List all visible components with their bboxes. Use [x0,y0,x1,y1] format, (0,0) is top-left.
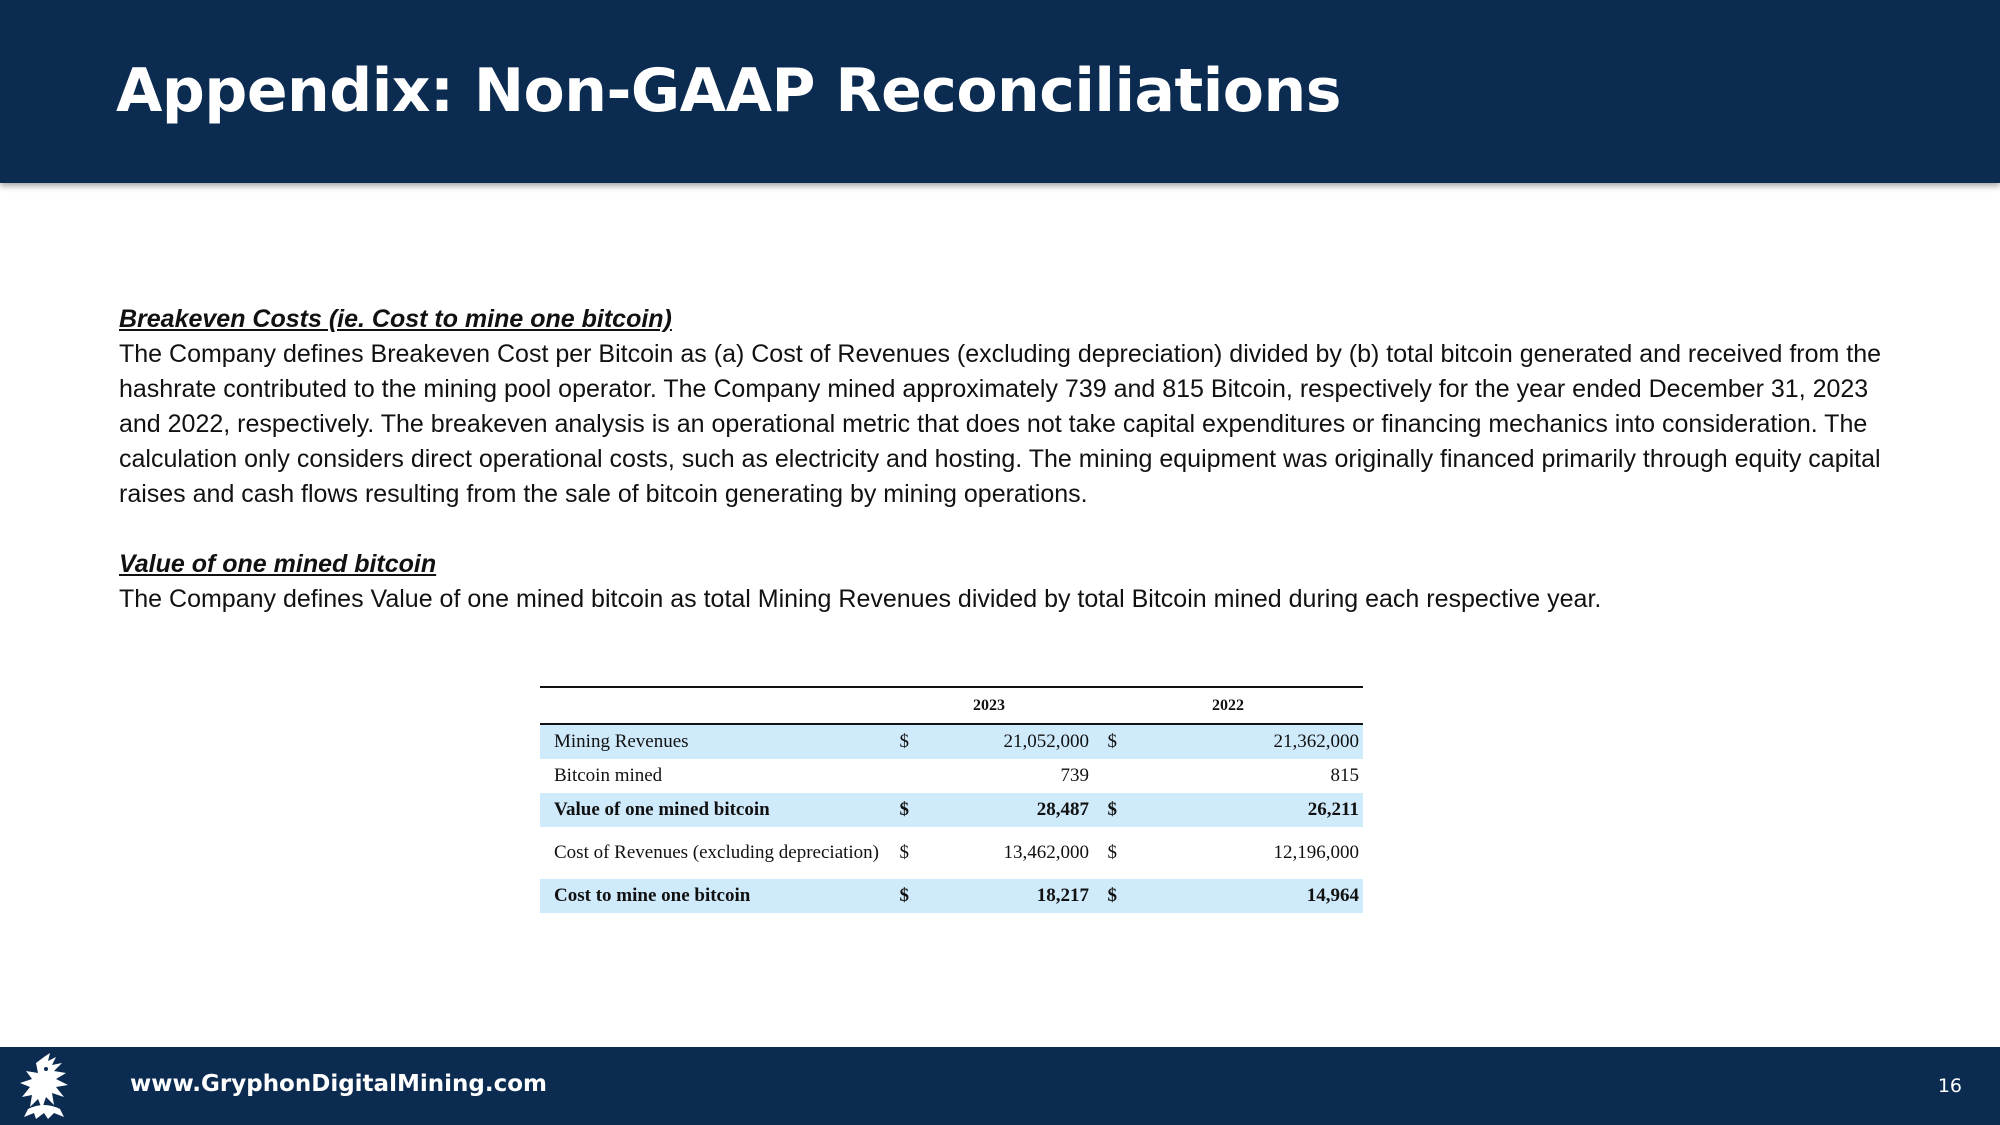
table-row [540,827,1363,879]
column-header-2022: 2022 [1093,687,1363,724]
currency-symbol: $ [1093,879,1123,913]
currency-symbol: $ [1093,724,1123,759]
value-2022: 12,196,000 [1273,842,1359,863]
value-2022: 815 [1330,765,1359,786]
footer-bar [0,1047,2000,1125]
header-bar [0,0,2000,183]
section-spacer [119,512,1899,547]
value-2023: 28,487 [915,793,1093,827]
row-label: Value of one mined bitcoin [540,793,885,827]
value-2023: 21,052,000 [915,724,1093,759]
breakeven-section-body: The Company defines Breakeven Cost per Bitcoin as (a) Cost of Revenues (excluding depreciation) divided by (b) total bitcoin generated and received from the hashrate contributed to the mining pool operator. The Company mined approximately 739 and 815 Bitcoin, respectively for the year ended December 31, 2023 and 2022, respectively. The breakeven analysis is an operational metric that does not take capital expenditures or financing mechanics into consideration. The calculation only considers direct operational costs, such as electricity and hosting. The mining equipment was originally financed primarily through equity capital raises and cash flows resulting from the sale of bitcoin generating by mining operations. [119,340,1882,508]
page-title: Appendix: Non-GAAP Reconciliations [116,56,1341,126]
currency-symbol [1093,759,1123,793]
table-header-row [540,687,1363,724]
gryphon-logo-icon [14,1051,84,1121]
row-label: Bitcoin mined [554,765,663,786]
page-number: 16 [1937,1075,1962,1097]
value-section-body: The Company defines Value of one mined bitcoin as total Mining Revenues divided by total Bitcoin mined during each respective year. [119,585,1602,613]
value-2023: 18,217 [915,879,1093,913]
footer-website-link[interactable]: www.GryphonDigitalMining.com [130,1071,547,1097]
table-row [540,759,1363,793]
row-label: Cost of Revenues (excluding depreciation) [554,842,880,863]
reconciliation-table [540,686,1363,913]
currency-symbol: $ [885,793,915,827]
value-2023: 13,462,000 [1003,842,1089,863]
content-area [119,302,1899,617]
value-section-title: Value of one mined bitcoin [119,550,437,578]
row-label: Mining Revenues [540,724,885,759]
currency-symbol: $ [1093,793,1123,827]
value-2022: 21,362,000 [1123,724,1363,759]
table-row [540,724,1363,759]
breakeven-section-title: Breakeven Costs (ie. Cost to mine one bitcoin) [119,305,672,333]
value-2022: 14,964 [1123,879,1363,913]
currency-symbol: $ [899,842,909,863]
value-2022: 26,211 [1123,793,1363,827]
currency-symbol: $ [1107,842,1117,863]
row-label: Cost to mine one bitcoin [540,879,885,913]
table-row [540,879,1363,913]
value-2023: 739 [1060,765,1089,786]
currency-symbol [885,759,915,793]
column-header-2023: 2023 [885,687,1093,724]
currency-symbol: $ [885,879,915,913]
table-row [540,793,1363,827]
currency-symbol: $ [885,724,915,759]
